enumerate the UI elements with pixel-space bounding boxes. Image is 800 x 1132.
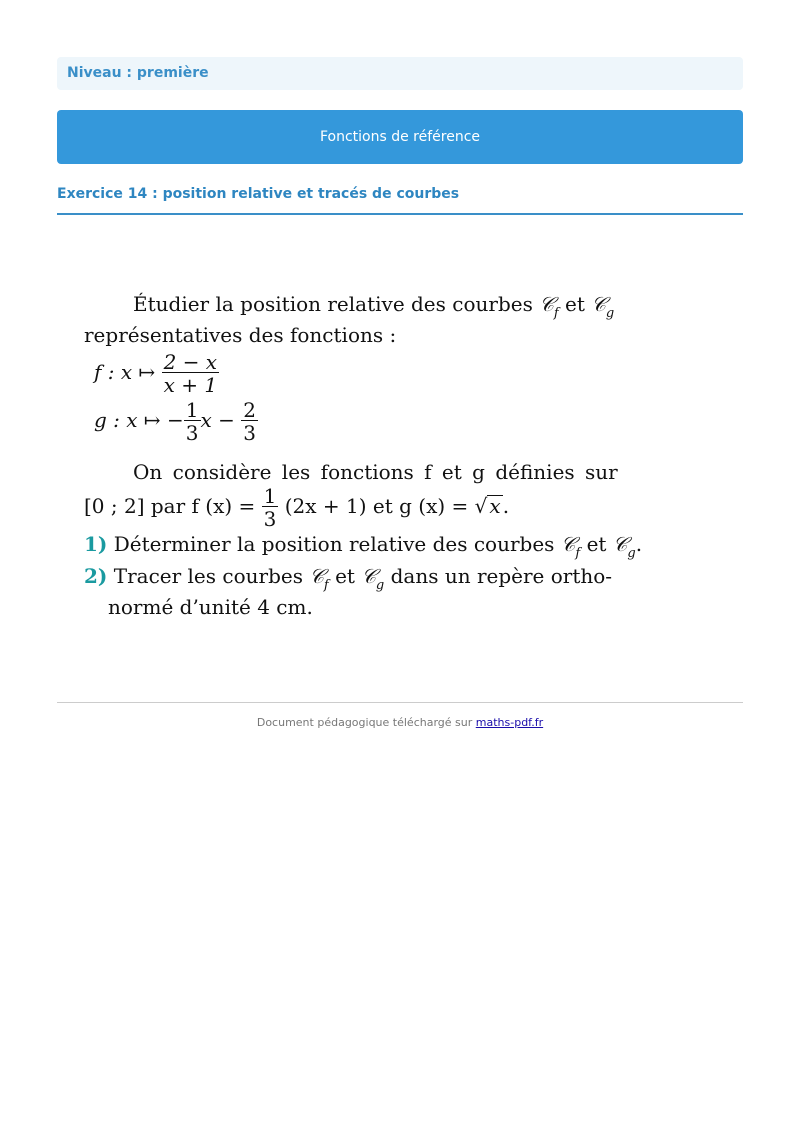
- g-frac1-num: 1: [185, 398, 199, 422]
- curve-symbol: 𝒞: [361, 564, 376, 588]
- item-2-text-a: Tracer les courbes: [113, 564, 303, 588]
- item-2-line-2: normé d’unité 4 cm.: [108, 595, 313, 619]
- footer-divider: [57, 702, 743, 703]
- intro-text: Étudier la position relative des courbes: [133, 292, 533, 316]
- g-frac2-num: 2: [243, 398, 256, 422]
- part2-frac-den: 3: [263, 507, 277, 531]
- footer-text: Document pédagogique téléchargé sur: [256, 716, 473, 729]
- curve-sub: f: [575, 546, 581, 561]
- item-1-number: 1): [84, 532, 108, 556]
- exercise-heading: Exercice 14 : position relative et tracés de courbes: [57, 186, 743, 215]
- g-fraction-2: [241, 400, 258, 443]
- page-title: Fonctions de référence: [57, 110, 743, 164]
- g-fraction-1: [184, 400, 201, 443]
- curve-sub: g: [605, 306, 615, 321]
- curve-symbol: 𝒞: [591, 292, 606, 316]
- curve-sub: g: [375, 578, 385, 593]
- g-definition: [94, 400, 258, 443]
- curve-sub: f: [323, 578, 329, 593]
- part2-fraction: [262, 486, 279, 529]
- f-denominator: x + 1: [163, 373, 218, 397]
- part2-line-1: On considère les fonctions f et g définies sur: [133, 460, 618, 484]
- g-middle: x −: [200, 408, 235, 432]
- sqrt-symbol: √: [474, 494, 488, 518]
- f-label: f : x ↦: [94, 360, 156, 384]
- curve-sub: g: [627, 546, 636, 561]
- part2-text-b: (2x + 1) et g (x) =: [284, 494, 469, 518]
- footer-link[interactable]: maths-pdf.fr: [475, 716, 544, 729]
- part2-line-2: [84, 486, 509, 529]
- item-1: [84, 532, 643, 561]
- curve-symbol: 𝒞: [309, 564, 324, 588]
- item-1-text: Déterminer la position relative des courbes: [113, 532, 555, 556]
- part2-frac-num: 1: [263, 484, 277, 508]
- g-label: g : x ↦ −: [94, 408, 184, 432]
- intro-line-2: représentatives des fonctions :: [84, 323, 397, 347]
- g-frac2-den: 3: [243, 421, 256, 445]
- and-word: et: [586, 532, 607, 556]
- sqrt-argument: x: [489, 494, 501, 518]
- level-label: Niveau : première: [57, 57, 743, 90]
- curve-sub: f: [553, 306, 559, 321]
- intro-line-1: [133, 292, 615, 321]
- curve-symbol: 𝒞: [539, 292, 554, 316]
- and-word: et: [335, 564, 355, 588]
- period: .: [635, 532, 643, 556]
- item-2-number: 2): [84, 564, 108, 588]
- f-numerator: 2 − x: [163, 350, 218, 374]
- and-word: et: [564, 292, 585, 316]
- curve-symbol: 𝒞: [560, 532, 576, 556]
- period: .: [502, 494, 510, 518]
- footer: [57, 716, 743, 729]
- part2-text-a: [0 ; 2] par f (x) =: [84, 494, 256, 518]
- f-fraction: [162, 352, 219, 395]
- f-definition: [94, 352, 219, 395]
- g-frac1-den: 3: [185, 421, 199, 445]
- item-2-text-c: dans un repère ortho-: [390, 564, 613, 588]
- item-2: [84, 564, 613, 593]
- curve-symbol: 𝒞: [612, 532, 628, 556]
